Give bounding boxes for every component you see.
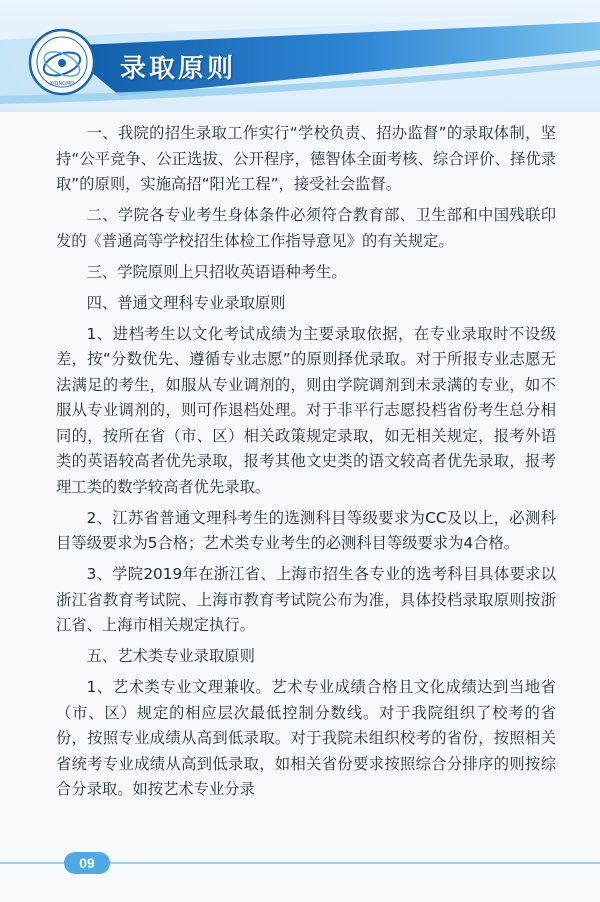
paragraph: 1、进档考生以文化考试成绩为主要录取依据，在专业录取时不设级差，按“分数优先、遵循专业志愿”的原则择优录取。对于所报专业志愿无法满足的考生，如服从专业调剂的，则由学院调剂到未录满的专业，如不服从专业调剂的，则可作退档处理。对于非平行志愿投档省份考生总分相同的，按所在省（市、区）相关政策规定录取，如无相关规定，报考外语类的英语较高者优先录取，报考其他文史类的语文较高者优先录取，报考理工类的数学较高者优先录取。 [56, 324, 556, 496]
article-body [56, 121, 556, 808]
section-heading: 五、艺术类专业录取原则 [86, 647, 255, 665]
logo-caption: XIONGMO [49, 81, 75, 87]
paragraph: 三、学院原则上只招收英语语种考生。 [86, 262, 347, 281]
university-logo-icon [28, 28, 96, 96]
paragraph: 二、学院各专业考生身体条件必须符合教育部、卫生部和中国残联印发的《普通高等学校招生体检工作指导意见》的有关规定。 [56, 206, 556, 250]
section-heading: 四、普通文理科专业录取原则 [86, 293, 286, 312]
paragraph: 一、我院的招生录取工作实行“学校负责、招办监督”的录取体制，坚持“公平竞争、公正选拔、公开程序，德智体全面考核、综合评价、择优录取”的原则，实施高招“阳光工程”，接受社会监督。 [56, 124, 556, 193]
page-title: 录取原则 [120, 54, 237, 84]
header-banner [0, 0, 600, 112]
paragraph: 2、江苏省普通文理科考生的选测科目等级要求为CC及以上，必测科目等级要求为5合格；艺术类专业考生的必测科目等级要求为4合格。 [56, 508, 556, 552]
paragraph: 3、学院2019年在浙江省、上海市招生各专业的选考科目具体要求以浙江省教育考试院、上海市教育考试院公布为准，具体投档录取原则按浙江省、上海市相关规定执行。 [56, 565, 556, 634]
paragraph: 1、艺术类专业文理兼收。艺术专业成绩合格且文化成绩达到当地省（市、区）规定的相应层次最低控制分数线。对于我院组织了校考的省份，按照专业成绩从高到低录取。对于我院未组织校考的省份，按照相关省统考专业成绩从高到低录取，如相关省份要求按照综合分排序的则按综合分录取。如按艺术专业分录 [56, 678, 556, 798]
page-number-badge: 09 [64, 852, 110, 874]
